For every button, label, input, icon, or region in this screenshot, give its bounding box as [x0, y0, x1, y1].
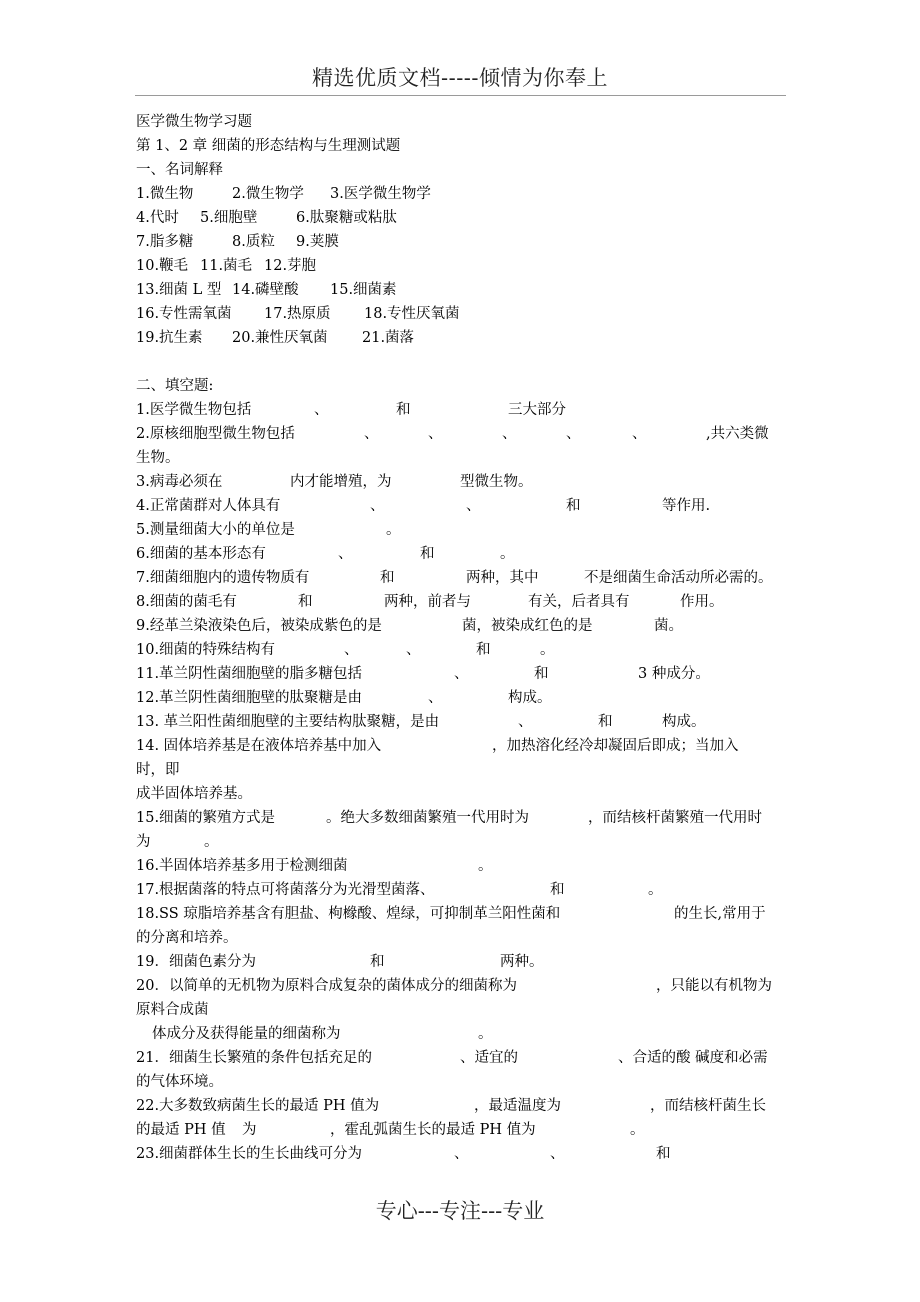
page-header: 精选优质文档-----倾情为你奉上 — [312, 66, 608, 90]
question-text: 。 — [478, 1026, 493, 1042]
question-text: 内才能增殖，为 — [290, 474, 392, 490]
question-text: 、 — [518, 714, 533, 730]
question-12 — [136, 686, 786, 710]
question-text: 、 — [314, 402, 329, 418]
question-text: 和 — [298, 594, 313, 610]
question-19 — [136, 950, 786, 974]
question-text: 。 — [540, 642, 555, 658]
term-item: 21.菌落 — [362, 330, 415, 346]
question-text: 和 — [598, 714, 613, 730]
question-text: 和 — [396, 402, 411, 418]
question-text: 和 — [380, 570, 395, 586]
question-17 — [136, 878, 786, 902]
question-text: 12.革兰阴性菌细胞壁的肽聚糖是由 — [136, 690, 363, 706]
question-10 — [136, 638, 786, 662]
question-text: 有关，后者具有 — [528, 594, 630, 610]
term-item: 2.微生物学 — [232, 186, 304, 202]
question-text: 4.正常菌群对人体具有 — [136, 498, 281, 514]
question-text: 和 — [420, 546, 435, 562]
term-item: 4.代时 — [136, 210, 179, 226]
question-text: ，最适温度为 — [474, 1098, 561, 1114]
question-text: 。绝大多数细菌繁殖一代用时为 — [326, 810, 529, 826]
question-text: ，只能以有机物为 — [656, 978, 772, 994]
term-item: 9.荚膜 — [296, 234, 339, 250]
term-item: 3.医学微生物学 — [330, 186, 431, 202]
question-3 — [136, 470, 786, 494]
question-text: 3.病毒必须在 — [136, 474, 223, 490]
question-text: 的生长,常用于 — [674, 906, 766, 922]
question-text: 和 — [550, 882, 565, 898]
term-item: 20.兼性厌氧菌 — [232, 330, 328, 346]
question-text: 和 — [566, 498, 581, 514]
question-6 — [136, 542, 786, 566]
question-text: 等作用. — [662, 498, 711, 514]
term-row — [136, 278, 786, 302]
section1-heading: 一、名词解释 — [136, 162, 223, 178]
question-13 — [136, 710, 786, 734]
term-item: 14.磷壁酸 — [232, 282, 299, 298]
question-text: ，而结核杆菌生长 — [650, 1098, 766, 1114]
question-text: 三大部分 — [508, 402, 566, 418]
question-14-cont: 成半固体培养基。 — [136, 786, 252, 802]
question-text: 。 — [386, 522, 401, 538]
term-row — [136, 254, 786, 278]
question-text: 23.细菌群体生长的生长曲线可分为 — [136, 1146, 363, 1162]
question-text: 为 — [242, 1122, 257, 1138]
question-21-cont: 的气体环境。 — [136, 1074, 223, 1090]
question-5 — [136, 518, 786, 542]
chapter-title: 第 1、2 章 细菌的形态结构与生理测试题 — [136, 138, 401, 154]
question-text: 两种。 — [500, 954, 544, 970]
term-item: 16.专性需氧菌 — [136, 306, 232, 322]
question-text: 、 — [338, 546, 353, 562]
question-20-cont: 原料合成菌 — [136, 1002, 209, 1018]
term-item: 13.细菌 L 型 — [136, 282, 222, 298]
question-text: 15.细菌的繁殖方式是 — [136, 810, 276, 826]
term-item: 10.鞭毛 — [136, 258, 189, 274]
question-text: 1.医学微生物包括 — [136, 402, 252, 418]
question-text: 、 — [566, 426, 581, 442]
question-text: 、 — [454, 1146, 469, 1162]
question-text: 、 — [466, 498, 481, 514]
question-text: 、适宜的 — [460, 1050, 518, 1066]
question-23 — [136, 1142, 786, 1166]
question-text: 、 — [550, 1146, 565, 1162]
question-text: 21．细菌生长繁殖的条件包括充足的 — [136, 1050, 372, 1066]
question-text: ，霍乱弧菌生长的最适 PH 值为 — [330, 1122, 536, 1138]
question-text: 菌，被染成红色的是 — [462, 618, 593, 634]
question-text: 。 — [648, 882, 663, 898]
term-row — [136, 230, 786, 254]
question-text: 、 — [454, 666, 469, 682]
question-text: 16.半固体培养基多用于检测细菌 — [136, 858, 348, 874]
question-22 — [136, 1094, 786, 1118]
question-text: 的最适 PH 值 — [136, 1122, 226, 1138]
document-body — [136, 110, 786, 1166]
term-item: 15.细菌素 — [330, 282, 397, 298]
question-2 — [136, 422, 786, 446]
term-item: 7.脂多糖 — [136, 234, 194, 250]
question-1 — [136, 398, 786, 422]
question-20 — [136, 974, 786, 998]
question-text: 5.测量细菌大小的单位是 — [136, 522, 295, 538]
question-text: 为 — [136, 834, 151, 850]
question-text: 18.SS 琼脂培养基含有胆盐、枸橼酸、煌绿，可抑制革兰阳性菌和 — [136, 906, 561, 922]
question-8 — [136, 590, 786, 614]
question-text: 、 — [406, 642, 421, 658]
question-text: 作用。 — [680, 594, 724, 610]
question-text: 8.细菌的菌毛有 — [136, 594, 237, 610]
page-footer: 专心---专注---专业 — [375, 1199, 545, 1223]
question-text: 17.根据菌落的特点可将菌落分为光滑型菌落、 — [136, 882, 435, 898]
question-text: 、 — [344, 642, 359, 658]
term-item: 11.菌毛 — [200, 258, 253, 274]
question-7 — [136, 566, 786, 590]
term-item: 19.抗生素 — [136, 330, 203, 346]
term-item: 8.质粒 — [232, 234, 275, 250]
question-text: 两种，其中 — [466, 570, 539, 586]
question-18 — [136, 902, 786, 926]
question-text: 3 种成分。 — [638, 666, 710, 682]
term-row — [136, 182, 786, 206]
question-text: 。 — [478, 858, 493, 874]
question-text: 10.细菌的特殊结构有 — [136, 642, 276, 658]
question-2-cont: 生物。 — [136, 450, 180, 466]
question-text: 和 — [534, 666, 549, 682]
question-text: 和 — [476, 642, 491, 658]
question-text: 22.大多数致病菌生长的最适 PH 值为 — [136, 1098, 380, 1114]
question-text: 两种，前者与 — [384, 594, 471, 610]
question-text: 、合适的酸 碱度和必需 — [618, 1050, 768, 1066]
question-text: 、 — [502, 426, 517, 442]
question-18-cont: 的分离和培养。 — [136, 930, 238, 946]
question-text: ，加热溶化经冷却凝固后即成；当加入 — [492, 738, 739, 754]
question-4 — [136, 494, 786, 518]
term-item: 6.肽聚糖或粘肽 — [296, 210, 397, 226]
question-text: 不是细菌生命活动所必需的。 — [584, 570, 773, 586]
question-text: 7.细菌细胞内的遗传物质有 — [136, 570, 310, 586]
question-text: 、 — [428, 426, 443, 442]
question-14 — [136, 734, 786, 758]
term-item: 12.芽胞 — [264, 258, 317, 274]
question-text: 菌。 — [654, 618, 683, 634]
section2-heading: 二、填空题: — [136, 378, 214, 394]
term-item: 5.细胞壁 — [200, 210, 258, 226]
term-row — [136, 302, 786, 326]
question-11 — [136, 662, 786, 686]
question-text: 9.经革兰染液染色后，被染成紫色的是 — [136, 618, 382, 634]
question-15-cont — [136, 830, 786, 854]
question-text: 。 — [204, 834, 219, 850]
question-text: 和 — [656, 1146, 671, 1162]
question-text: 和 — [370, 954, 385, 970]
question-text: 体成分及获得能量的细菌称为 — [152, 1026, 341, 1042]
question-text: 6.细菌的基本形态有 — [136, 546, 266, 562]
question-14-cont: 时，即 — [136, 762, 180, 778]
question-text: 20．以简单的无机物为原料合成复杂的菌体成分的细菌称为 — [136, 978, 517, 994]
question-16 — [136, 854, 786, 878]
question-text: 、 — [370, 498, 385, 514]
term-row — [136, 326, 786, 350]
term-item: 17.热原质 — [264, 306, 331, 322]
question-text: 构成。 — [662, 714, 706, 730]
question-text: 14. 固体培养基是在液体培养基中加入 — [136, 738, 382, 754]
term-item: 1.微生物 — [136, 186, 194, 202]
question-text: 型微生物。 — [460, 474, 533, 490]
question-text: ，而结核杆菌繁殖一代用时 — [588, 810, 762, 826]
question-20-cont — [136, 1022, 786, 1046]
spacer — [136, 350, 786, 374]
question-text: 、 — [364, 426, 379, 442]
question-text: 构成。 — [508, 690, 552, 706]
question-text: 13. 革兰阳性菌细胞壁的主要结构肽聚糖，是由 — [136, 714, 440, 730]
question-text: 2.原核细胞型微生物包括 — [136, 426, 295, 442]
question-text: 、 — [632, 426, 647, 442]
question-text: 。 — [630, 1122, 645, 1138]
question-15 — [136, 806, 786, 830]
doc-title: 医学微生物学习题 — [136, 114, 252, 130]
question-text: 、 — [428, 690, 443, 706]
question-text: ,共六类微 — [706, 426, 769, 442]
term-item: 18.专性厌氧菌 — [364, 306, 460, 322]
question-text: 19．细菌色素分为 — [136, 954, 256, 970]
term-row — [136, 206, 786, 230]
question-9 — [136, 614, 786, 638]
question-text: 。 — [500, 546, 515, 562]
question-21 — [136, 1046, 786, 1070]
question-22-cont — [136, 1118, 786, 1142]
question-text: 11.革兰阴性菌细胞壁的脂多糖包括 — [136, 666, 363, 682]
header-divider — [135, 95, 786, 96]
